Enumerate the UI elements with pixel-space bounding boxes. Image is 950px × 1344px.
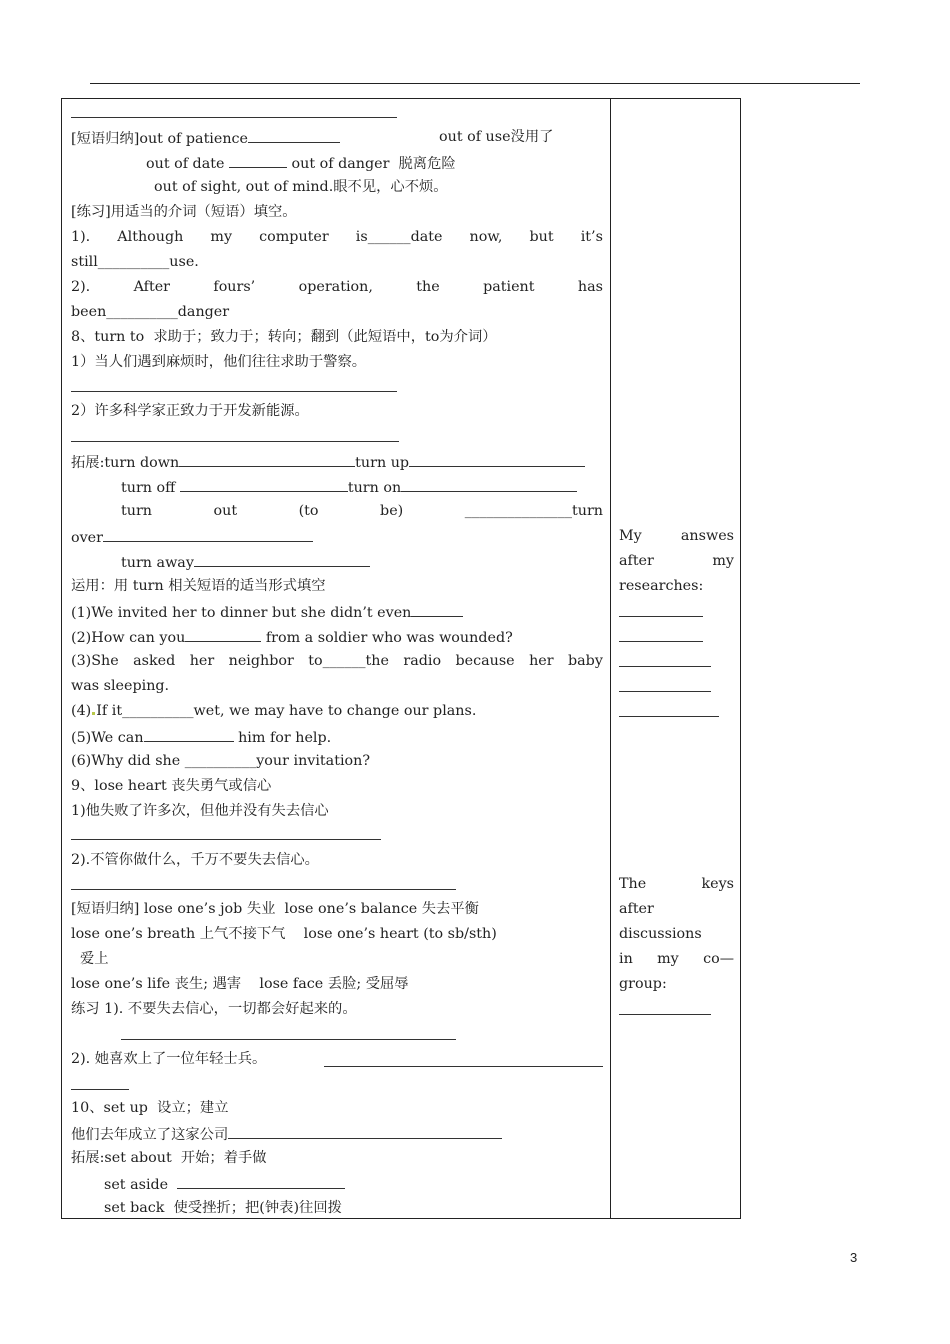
notes-label: group: [619, 976, 667, 992]
exercise-line: (6)Why did she __________your invitation? [71, 753, 370, 769]
answer-line [71, 839, 381, 840]
section-heading: 9、lose heart 丧失勇气或信心 [71, 778, 272, 794]
answer-line [121, 1039, 456, 1040]
translation-prompt: 他们去年成立了这家公司 [71, 1124, 502, 1144]
exercise-line: (3)She asked her neighbor to______the radio because her baby [71, 653, 603, 669]
answer-line [619, 716, 719, 717]
section-heading: 10、set up 设立；建立 [71, 1100, 229, 1116]
extension-line: 拓展:turn down turn up [71, 452, 585, 472]
exercise-line: (4) If it__________wet, we may have to change our plans. [71, 703, 477, 719]
notes-label: researches: [619, 578, 704, 594]
extension-line: set aside [104, 1174, 345, 1194]
answer-line [71, 117, 397, 118]
worksheet-table [61, 98, 741, 1219]
phrase-summary-line: lose one’s breath 上气不接下气 lose one’s heart (to sb/sth) [71, 926, 497, 942]
answer-line [71, 391, 397, 392]
answer-line [619, 616, 703, 617]
phrase-summary-line: 爱上 [80, 951, 109, 967]
phrase-line: out of sight, out of mind.眼不见，心不烦。 [154, 179, 448, 195]
exercise-line: was sleeping. [71, 678, 170, 694]
notes-label: My answes [619, 528, 734, 544]
exercise-line: 练习 1). 不要失去信心，一切都会好起来的。 [71, 1001, 357, 1017]
answer-line [71, 441, 399, 442]
exercise-line: (5)We can him for help. [71, 727, 331, 747]
phrase-summary-line: [短语归纳]out of patience out of use没用了 [71, 129, 554, 147]
answer-line [71, 1089, 129, 1090]
extension-line: over [71, 527, 313, 547]
section-heading: 运用：用 turn 相关短语的适当形式填空 [71, 578, 326, 594]
exercise-line: 1). Although my computer is______date now, but it’s [71, 229, 603, 245]
exercise-line: still__________use. [71, 254, 199, 270]
translation-prompt: 2）许多科学家正致力于开发新能源。 [71, 403, 309, 419]
exercise-line: 2). 她喜欢上了一位年轻士兵。 [71, 1051, 267, 1067]
answer-line [619, 666, 711, 667]
exercise-line: (1)We invited her to dinner but she didn’t even [71, 602, 463, 622]
extension-line: turn off turn on [121, 477, 577, 497]
phrase-summary-line: [短语归纳] lose one’s job 失业 lose one’s balance 失去平衡 [71, 901, 479, 917]
column-divider [610, 99, 611, 1218]
notes-label: after [619, 901, 654, 917]
exercise-heading: [练习]用适当的介词（短语）填空。 [71, 204, 297, 220]
answer-line [619, 1014, 711, 1015]
phrase-line: out of date out of danger 脱离危险 [146, 153, 456, 173]
notes-label: discussions [619, 926, 702, 942]
exercise-line: 2). After fours’ operation, the patient has [71, 279, 603, 295]
exercise-line: been__________danger [71, 304, 230, 320]
page-number: 3 [850, 1250, 858, 1265]
exercise-line: (2)How can you from a soldier who was wounded? [71, 627, 513, 647]
answer-line [619, 641, 703, 642]
translation-prompt: 1)他失败了许多次，但他并没有失去信心 [71, 803, 329, 819]
translation-prompt: 2).不管你做什么，千万不要失去信心。 [71, 852, 319, 868]
extension-line: turn away [121, 552, 370, 572]
answer-line [71, 889, 456, 890]
extension-line: turn out (to be) _______________turn [121, 503, 603, 519]
notes-label: after my [619, 553, 734, 569]
section-heading: 8、turn to 求助于；致力于；转向；翻到（此短语中，to为介词） [71, 329, 497, 345]
answer-line [619, 691, 711, 692]
phrase-summary-line: lose one’s life 丧生; 遇害 lose face 丢脸; 受屈辱 [71, 976, 409, 992]
notes-label: The keys [619, 876, 734, 892]
translation-prompt: 1）当人们遇到麻烦时，他们往往求助于警察。 [71, 354, 367, 370]
answer-line [324, 1066, 603, 1067]
extension-line: 拓展:set about 开始；着手做 [71, 1150, 267, 1166]
notes-label: in my co— [619, 951, 734, 967]
extension-line: set back 使受挫折；把(钟表)往回拨 [104, 1200, 342, 1216]
header-rule [90, 83, 860, 84]
